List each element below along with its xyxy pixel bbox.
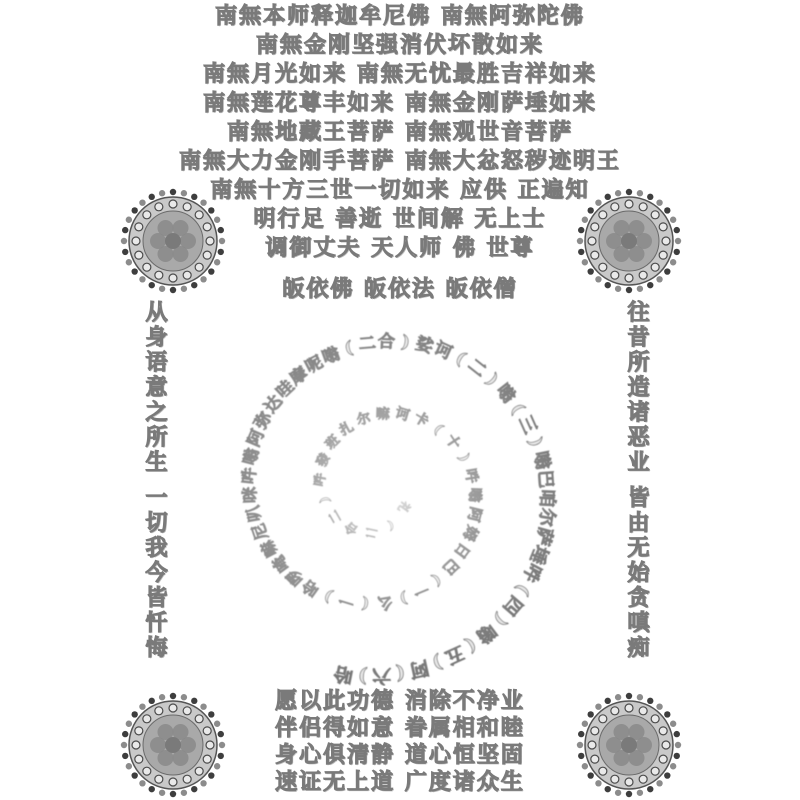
medallion-bead bbox=[139, 199, 145, 205]
medallion-bead bbox=[626, 287, 632, 293]
medallion-bead bbox=[181, 286, 187, 292]
medallion-bead bbox=[637, 190, 643, 196]
medallion-bead bbox=[208, 207, 214, 213]
medallion-bead bbox=[637, 286, 643, 292]
medallion-bead bbox=[126, 217, 132, 223]
medallion-bead bbox=[214, 217, 220, 223]
verse-line: 南無十方三世一切如来 应供 正遍知 bbox=[210, 177, 590, 203]
medallion-bead bbox=[578, 249, 584, 255]
medallion-bead bbox=[121, 238, 127, 244]
verse-line: 调御丈夫 天人师 佛 世尊 bbox=[265, 235, 535, 261]
medallion-bead bbox=[122, 249, 128, 255]
verse-line: 明行足 善逝 世间解 无上士 bbox=[253, 206, 547, 232]
medallion-bead bbox=[587, 207, 593, 213]
medallion-bead bbox=[219, 238, 225, 244]
verse-line: 南無大力金刚手菩萨 南無大忿怒秽迹明王 bbox=[179, 148, 621, 174]
medallion-bead bbox=[587, 268, 593, 274]
medallion-bead bbox=[582, 217, 588, 223]
medallion-bead bbox=[218, 227, 224, 233]
medallion-bead bbox=[605, 194, 611, 200]
medallion-bead bbox=[126, 259, 132, 265]
medallion-bead bbox=[181, 190, 187, 196]
medallion-bead bbox=[647, 282, 653, 288]
verse-line: 南無莲花尊丰如来 南無金刚萨埵如来 bbox=[203, 90, 597, 116]
medallion-bead bbox=[191, 194, 197, 200]
medallion-bead bbox=[149, 282, 155, 288]
medallion-bead bbox=[122, 227, 128, 233]
medallion-bead bbox=[577, 238, 583, 244]
verse-line: 南無本师释迦牟尼佛 南無阿弥陀佛 bbox=[215, 3, 585, 29]
medallion-bead bbox=[670, 259, 676, 265]
medallion-bead bbox=[664, 268, 670, 274]
right-vertical-verse: 往昔所造诸恶业 皆由无始贪嗔痴 bbox=[624, 300, 650, 661]
dedication-line: 速证无上道 广度诸众生 bbox=[275, 769, 525, 795]
medallion-bead bbox=[615, 190, 621, 196]
mantra-spiral bbox=[180, 296, 580, 686]
dedication-line: 伴侣得如意 眷属相和睦 bbox=[275, 715, 525, 741]
refuge-line: 皈依佛 皈依法 皈依僧 bbox=[282, 276, 518, 302]
medallion-bead bbox=[615, 286, 621, 292]
medallion-bead bbox=[170, 189, 176, 195]
medallion-bead bbox=[674, 249, 680, 255]
medallion-bead bbox=[626, 189, 632, 195]
medallion-bead bbox=[208, 268, 214, 274]
medallion-bead bbox=[674, 227, 680, 233]
medallion-bead bbox=[159, 190, 165, 196]
medallion-bead bbox=[149, 194, 155, 200]
medallion-bead bbox=[595, 199, 601, 205]
medallion-bead bbox=[656, 199, 662, 205]
medallion-bead bbox=[595, 276, 601, 282]
medallion-ornament bbox=[118, 186, 228, 296]
verse-line: 南無月光如来 南無无忧最胜吉祥如来 bbox=[203, 61, 597, 87]
dedication-line: 愿以此功德 消除不净业 bbox=[275, 688, 525, 714]
medallion-bead bbox=[578, 227, 584, 233]
medallion-bead bbox=[670, 217, 676, 223]
medallion-bead bbox=[200, 276, 206, 282]
dedication-line: 身心俱清静 道心恒坚固 bbox=[275, 742, 525, 768]
medallion-bead bbox=[191, 282, 197, 288]
medallion-bead bbox=[664, 207, 670, 213]
medallion-bead bbox=[170, 287, 176, 293]
medallion-bead bbox=[131, 207, 137, 213]
medallion-bead bbox=[647, 194, 653, 200]
medallion-bead bbox=[582, 259, 588, 265]
medallion-ornament bbox=[574, 186, 684, 296]
dedication-verses bbox=[0, 688, 800, 796]
medallion-bead bbox=[214, 259, 220, 265]
medallion-bead bbox=[159, 286, 165, 292]
medallion-bead bbox=[675, 238, 681, 244]
medallion-bead bbox=[131, 268, 137, 274]
medallion-bead bbox=[139, 276, 145, 282]
mantra-spiral-graphic bbox=[180, 296, 580, 686]
verse-line: 南無地藏王菩萨 南無观世音菩萨 bbox=[227, 119, 573, 145]
medallion-bead bbox=[656, 276, 662, 282]
verse-line: 南無金刚坚强消伏坏散如来 bbox=[255, 32, 544, 58]
medallion-bead bbox=[200, 199, 206, 205]
left-vertical-verse: 从身语意之所生 一切我今皆忏悔 bbox=[142, 300, 168, 661]
medallion-bead bbox=[218, 249, 224, 255]
medallion-bead bbox=[605, 282, 611, 288]
